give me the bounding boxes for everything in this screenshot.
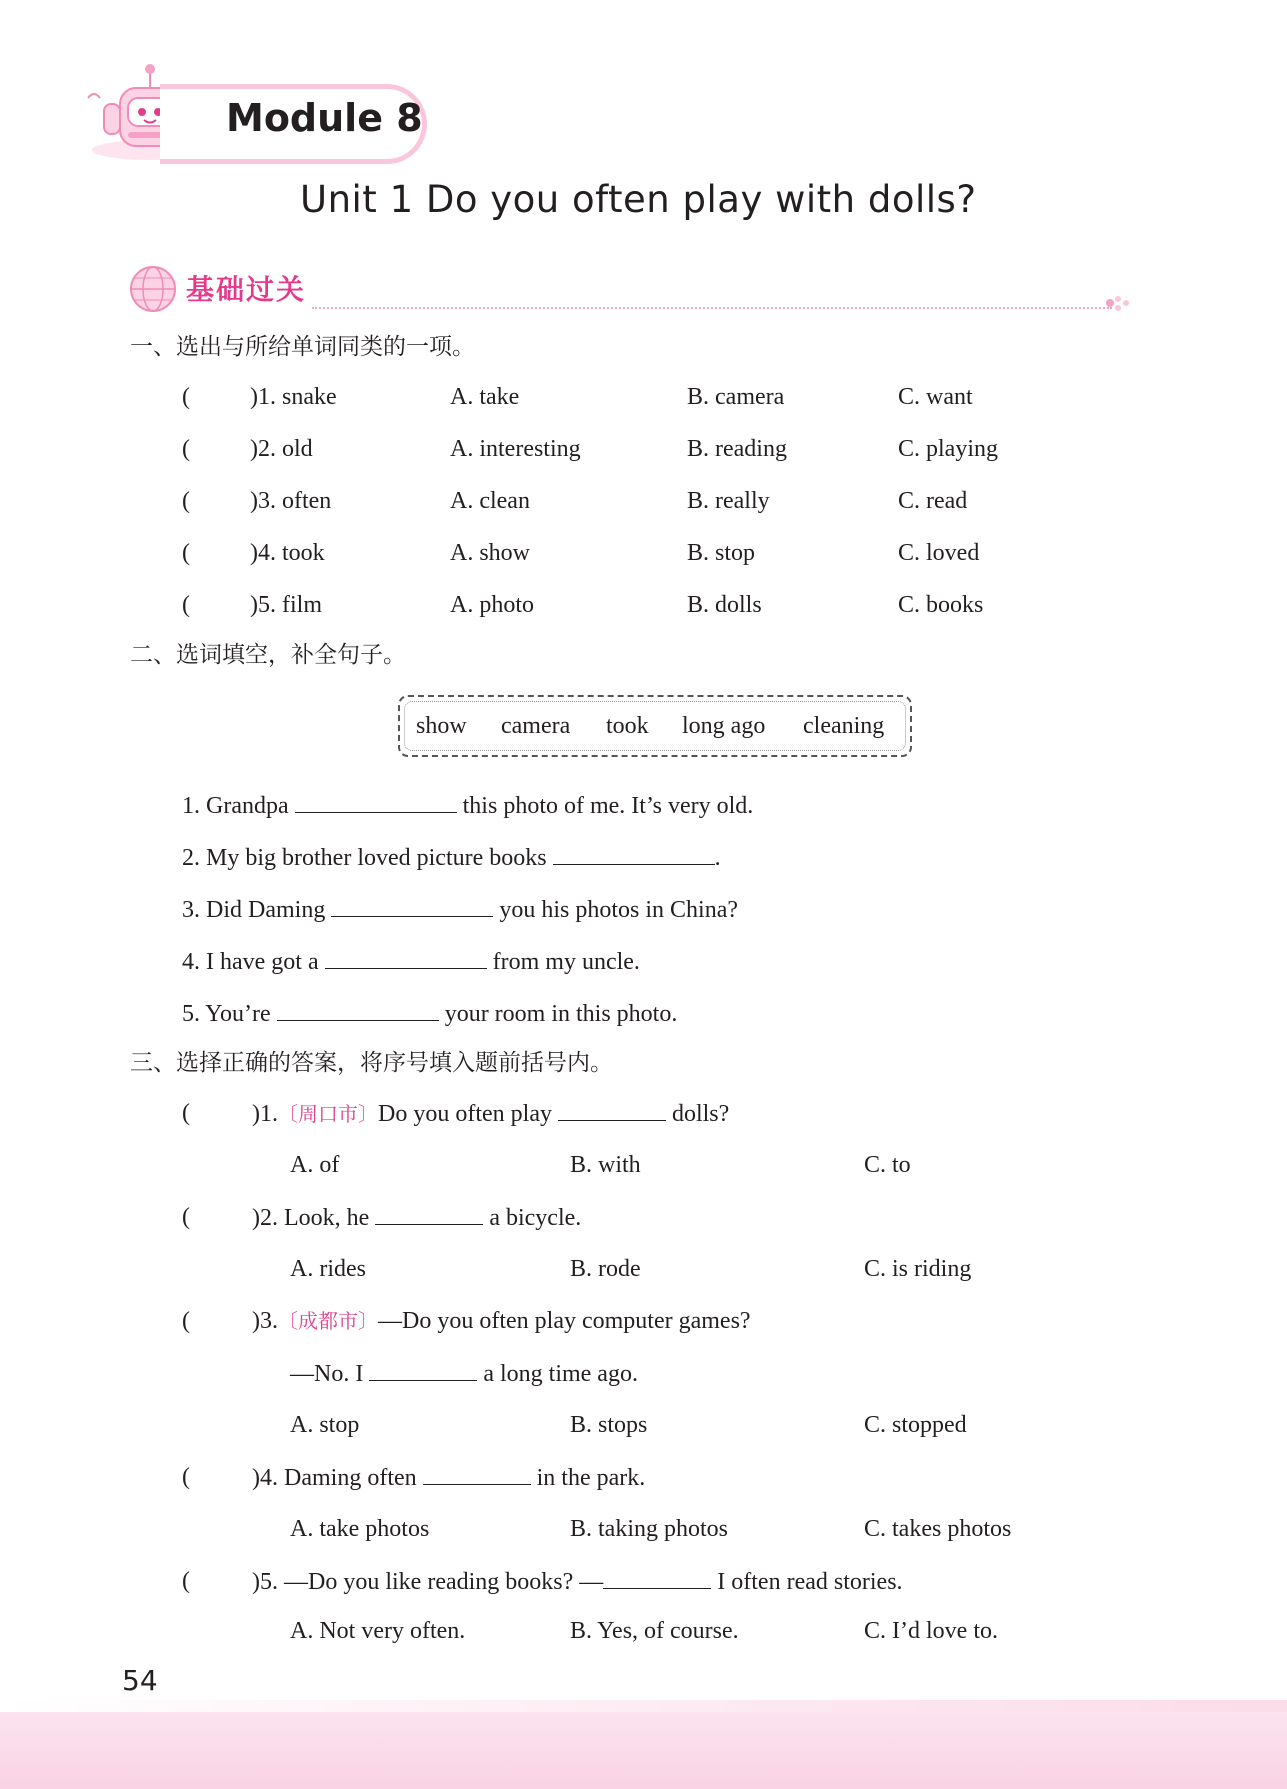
mc-question: )3.〔成都市〕—Do you often play computer games? bbox=[252, 1308, 751, 1334]
answer-paren[interactable]: ( bbox=[182, 1100, 190, 1126]
mc-question: )5. —Do you like reading books? — I often read stories. bbox=[252, 1566, 903, 1597]
option-b: B. camera bbox=[687, 384, 785, 410]
answer-blank[interactable] bbox=[558, 1098, 666, 1121]
option-a: A. rides bbox=[290, 1256, 366, 1282]
option-b: B. rode bbox=[570, 1256, 641, 1282]
flower-icon bbox=[1102, 292, 1132, 314]
word-bank-item: show bbox=[416, 713, 467, 739]
option-a: A. clean bbox=[450, 488, 530, 514]
source-tag: 〔周口市〕 bbox=[278, 1104, 378, 1126]
section1-title: 一、选出与所给单词同类的一项。 bbox=[130, 334, 475, 360]
mc-question: )4. Daming often in the park. bbox=[252, 1462, 645, 1493]
question-number: )2. old bbox=[250, 436, 313, 462]
option-c: C. books bbox=[898, 592, 984, 618]
module-title: Module 8 bbox=[226, 96, 423, 140]
mc-question: )1.〔周口市〕Do you often play dolls? bbox=[252, 1098, 729, 1130]
option-b: B. stop bbox=[687, 540, 756, 566]
globe-icon bbox=[128, 264, 178, 314]
option-a: A. interesting bbox=[450, 436, 581, 462]
question-number: )4. took bbox=[250, 540, 325, 566]
answer-blank[interactable] bbox=[369, 1358, 477, 1381]
option-c: C. to bbox=[864, 1152, 911, 1178]
fill-sentence: 1. Grandpa this photo of me. It’s very old. bbox=[182, 790, 753, 821]
answer-paren[interactable]: ( bbox=[182, 488, 190, 514]
answer-blank[interactable] bbox=[277, 998, 439, 1021]
section-banner: 基础过关 bbox=[186, 273, 307, 306]
question-number: )3. often bbox=[250, 488, 332, 514]
option-a: A. Not very often. bbox=[290, 1618, 466, 1644]
unit-title: Unit 1 Do you often play with dolls? bbox=[300, 178, 977, 221]
option-a: A. stop bbox=[290, 1412, 360, 1438]
option-b: B. dolls bbox=[687, 592, 762, 618]
option-a: A. photo bbox=[450, 592, 534, 618]
page-number: 54 bbox=[122, 1664, 158, 1697]
answer-paren[interactable]: ( bbox=[182, 384, 190, 410]
source-tag: 〔成都市〕 bbox=[278, 1311, 378, 1333]
option-a: A. of bbox=[290, 1152, 340, 1178]
option-c: C. loved bbox=[898, 540, 980, 566]
answer-paren[interactable]: ( bbox=[182, 436, 190, 462]
option-c: C. read bbox=[898, 488, 968, 514]
answer-paren[interactable]: ( bbox=[182, 592, 190, 618]
word-bank-item: camera bbox=[501, 713, 571, 739]
answer-blank[interactable] bbox=[553, 842, 715, 865]
word-bank-item: took bbox=[606, 713, 649, 739]
answer-blank[interactable] bbox=[295, 790, 457, 813]
option-c: C. stopped bbox=[864, 1412, 967, 1438]
option-c: C. want bbox=[898, 384, 973, 410]
mc-question-line2: —No. I a long time ago. bbox=[290, 1358, 638, 1389]
option-b: B. reading bbox=[687, 436, 787, 462]
option-c: C. playing bbox=[898, 436, 998, 462]
option-b: B. taking photos bbox=[570, 1516, 729, 1542]
fill-sentence: 2. My big brother loved picture books . bbox=[182, 842, 721, 873]
answer-blank[interactable] bbox=[325, 946, 487, 969]
banner-divider bbox=[312, 307, 1112, 309]
answer-paren[interactable]: ( bbox=[182, 540, 190, 566]
answer-paren[interactable]: ( bbox=[182, 1464, 190, 1490]
question-number: )1. snake bbox=[250, 384, 337, 410]
answer-paren[interactable]: ( bbox=[182, 1308, 190, 1334]
word-bank-item: cleaning bbox=[803, 713, 885, 739]
option-c: C. I’d love to. bbox=[864, 1618, 998, 1644]
answer-blank[interactable] bbox=[375, 1202, 483, 1225]
answer-blank[interactable] bbox=[603, 1566, 711, 1589]
answer-blank[interactable] bbox=[423, 1462, 531, 1485]
fill-sentence: 3. Did Daming you his photos in China? bbox=[182, 894, 738, 925]
answer-paren[interactable]: ( bbox=[182, 1568, 190, 1594]
option-c: C. is riding bbox=[864, 1256, 972, 1282]
mc-question: )2. Look, he a bicycle. bbox=[252, 1202, 581, 1233]
section2-title: 二、选词填空，补全句子。 bbox=[130, 642, 406, 668]
option-a: A. take photos bbox=[290, 1516, 430, 1542]
option-b: B. stops bbox=[570, 1412, 648, 1438]
option-b: B. with bbox=[570, 1152, 641, 1178]
footer-band bbox=[0, 1710, 1287, 1789]
fill-sentence: 4. I have got a from my uncle. bbox=[182, 946, 640, 977]
fill-sentence: 5. You’re your room in this photo. bbox=[182, 998, 677, 1029]
section3-title: 三、选择正确的答案，将序号填入题前括号内。 bbox=[130, 1050, 613, 1076]
option-a: A. show bbox=[450, 540, 531, 566]
option-b: B. really bbox=[687, 488, 770, 514]
option-c: C. takes photos bbox=[864, 1516, 1012, 1542]
answer-blank[interactable] bbox=[331, 894, 493, 917]
question-number: )5. film bbox=[250, 592, 322, 618]
option-b: B. Yes, of course. bbox=[570, 1618, 739, 1644]
option-a: A. take bbox=[450, 384, 520, 410]
word-bank-item: long ago bbox=[682, 713, 766, 739]
answer-paren[interactable]: ( bbox=[182, 1204, 190, 1230]
